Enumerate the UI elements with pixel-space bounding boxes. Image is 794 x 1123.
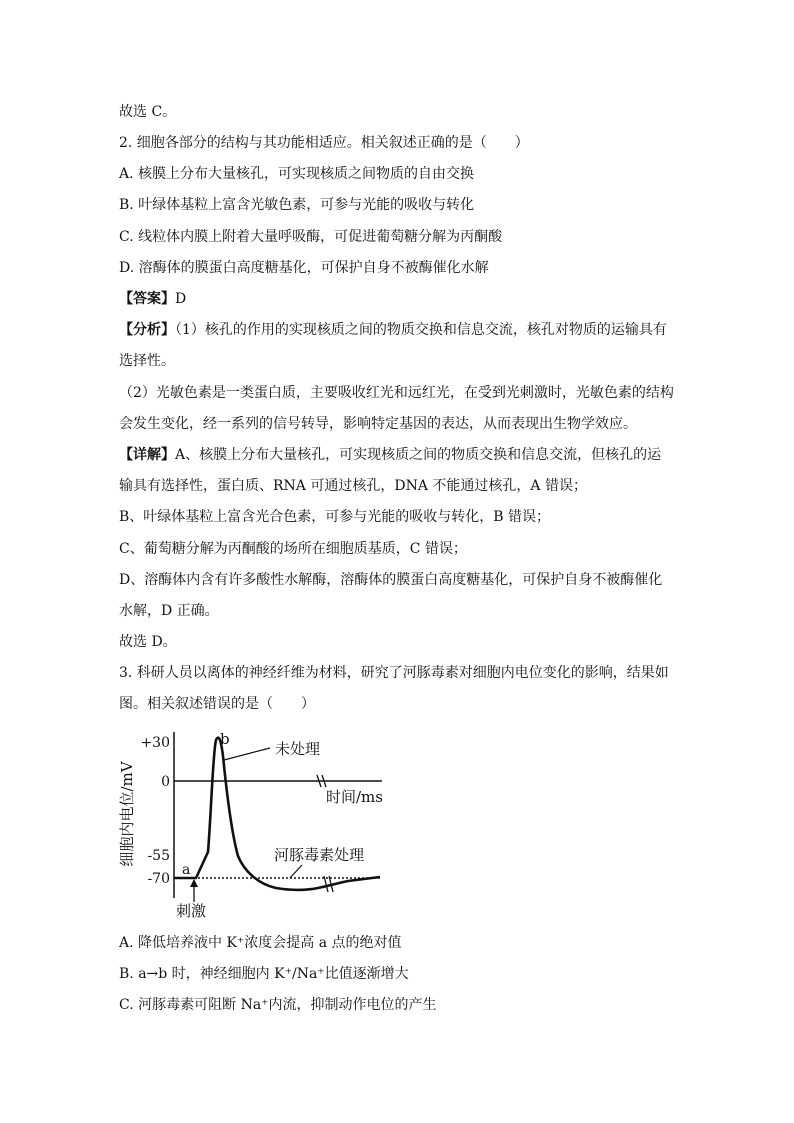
q2-analysis-line-4: 会发生变化，经一系列的信号转导，影响特定基因的表达，从而表现出生物学效应。 xyxy=(119,416,637,432)
tick-minus55: -55 xyxy=(147,848,170,864)
analysis-text: （1）核孔的作用的实现核质之间的物质交换和信息交流，核孔对物质的运输具有 xyxy=(175,322,667,338)
q2-detail-line-4: C、葡萄糖分解为丙酮酸的场所在细胞质基质，C 错误； xyxy=(119,541,467,557)
q3-stem-line-1: 3. 科研人员以离体的神经纤维为材料，研究了河豚毒素对细胞内电位变化的影响，结果如 xyxy=(119,665,669,681)
stimulus-arrowhead xyxy=(190,879,198,887)
q2-option-b: B. 叶绿体基粒上富含光敏色素，可参与光能的吸收与转化 xyxy=(119,197,475,213)
detail-text: A、核膜上分布大量核孔，可实现核质之间的物质交换和信息交流，但核孔的运 xyxy=(175,447,662,463)
q2-option-a: A. 核膜上分布大量核孔，可实现核质之间物质的自由交换 xyxy=(119,166,475,182)
q2-analysis-line-2: 选择性。 xyxy=(119,353,175,369)
tick-plus30: +30 xyxy=(140,735,170,751)
q2-detail-line-3: B、叶绿体基粒上富含光合色素，可参与光能的吸收与转化，B 错误； xyxy=(119,509,551,525)
untreated-leader-line xyxy=(224,748,270,760)
q3-option-a: A. 降低培养液中 K⁺浓度会提高 a 点的绝对值 xyxy=(119,935,402,951)
x-axis-label: 时间/ms xyxy=(326,788,383,806)
untreated-curve xyxy=(174,738,380,890)
q2-answer xyxy=(119,289,186,309)
q2-option-d: D. 溶酶体的膜蛋白高度糖基化，可保护自身不被酶催化水解 xyxy=(119,260,489,276)
untreated-label: 未处理 xyxy=(275,740,321,758)
point-a-label: a xyxy=(182,862,191,878)
q2-analysis-line-1 xyxy=(119,320,667,340)
q2-detail-line-5: D、溶酶体内含有许多酸性水解酶，溶酶体的膜蛋白高度糖基化，可保护自身不被酶催化 xyxy=(119,572,663,588)
y-axis-label: 细胞内电位/mV xyxy=(118,761,136,867)
q3-stem-line-2: 图。相关叙述错误的是（ ） xyxy=(119,696,315,712)
stimulus-label: 刺激 xyxy=(176,902,207,920)
q1-conclusion: 故选 C。 xyxy=(119,104,177,120)
q2-analysis-line-3: （2）光敏色素是一类蛋白质，主要吸收红光和远红光，在受到光刺激时，光敏色素的结构 xyxy=(119,385,674,401)
q3-option-b: B. a→b 时，神经细胞内 K⁺/Na⁺比值逐渐增大 xyxy=(119,966,409,982)
q2-conclusion: 故选 D。 xyxy=(119,634,177,650)
answer-label: 【答案】 xyxy=(119,291,175,307)
ttx-leader-line xyxy=(290,865,302,878)
tick-0: 0 xyxy=(161,774,170,790)
ttx-label: 河豚毒素处理 xyxy=(274,846,365,864)
q3-option-c: C. 河豚毒素可阻断 Na⁺内流，抑制动作电位的产生 xyxy=(119,997,437,1013)
analysis-label: 【分析】 xyxy=(119,322,175,338)
q2-option-c: C. 线粒体内膜上附着大量呼吸酶，可促进葡萄糖分解为丙酮酸 xyxy=(119,229,503,245)
point-b-label: b xyxy=(220,730,230,748)
answer-value: D xyxy=(175,291,187,307)
tick-minus70: -70 xyxy=(147,871,170,887)
detail-label: 【详解】 xyxy=(119,447,175,463)
q2-detail-line-6: 水解，D 正确。 xyxy=(119,603,219,619)
q2-detail-line-1 xyxy=(119,445,661,465)
membrane-potential-figure xyxy=(118,726,398,922)
q2-detail-line-2: 输具有选择性，蛋白质、RNA 可通过核孔，DNA 不能通过核孔，A 错误； xyxy=(119,478,587,494)
q2-stem: 2. 细胞各部分的结构与其功能相适应。相关叙述正确的是（ ） xyxy=(119,135,529,151)
